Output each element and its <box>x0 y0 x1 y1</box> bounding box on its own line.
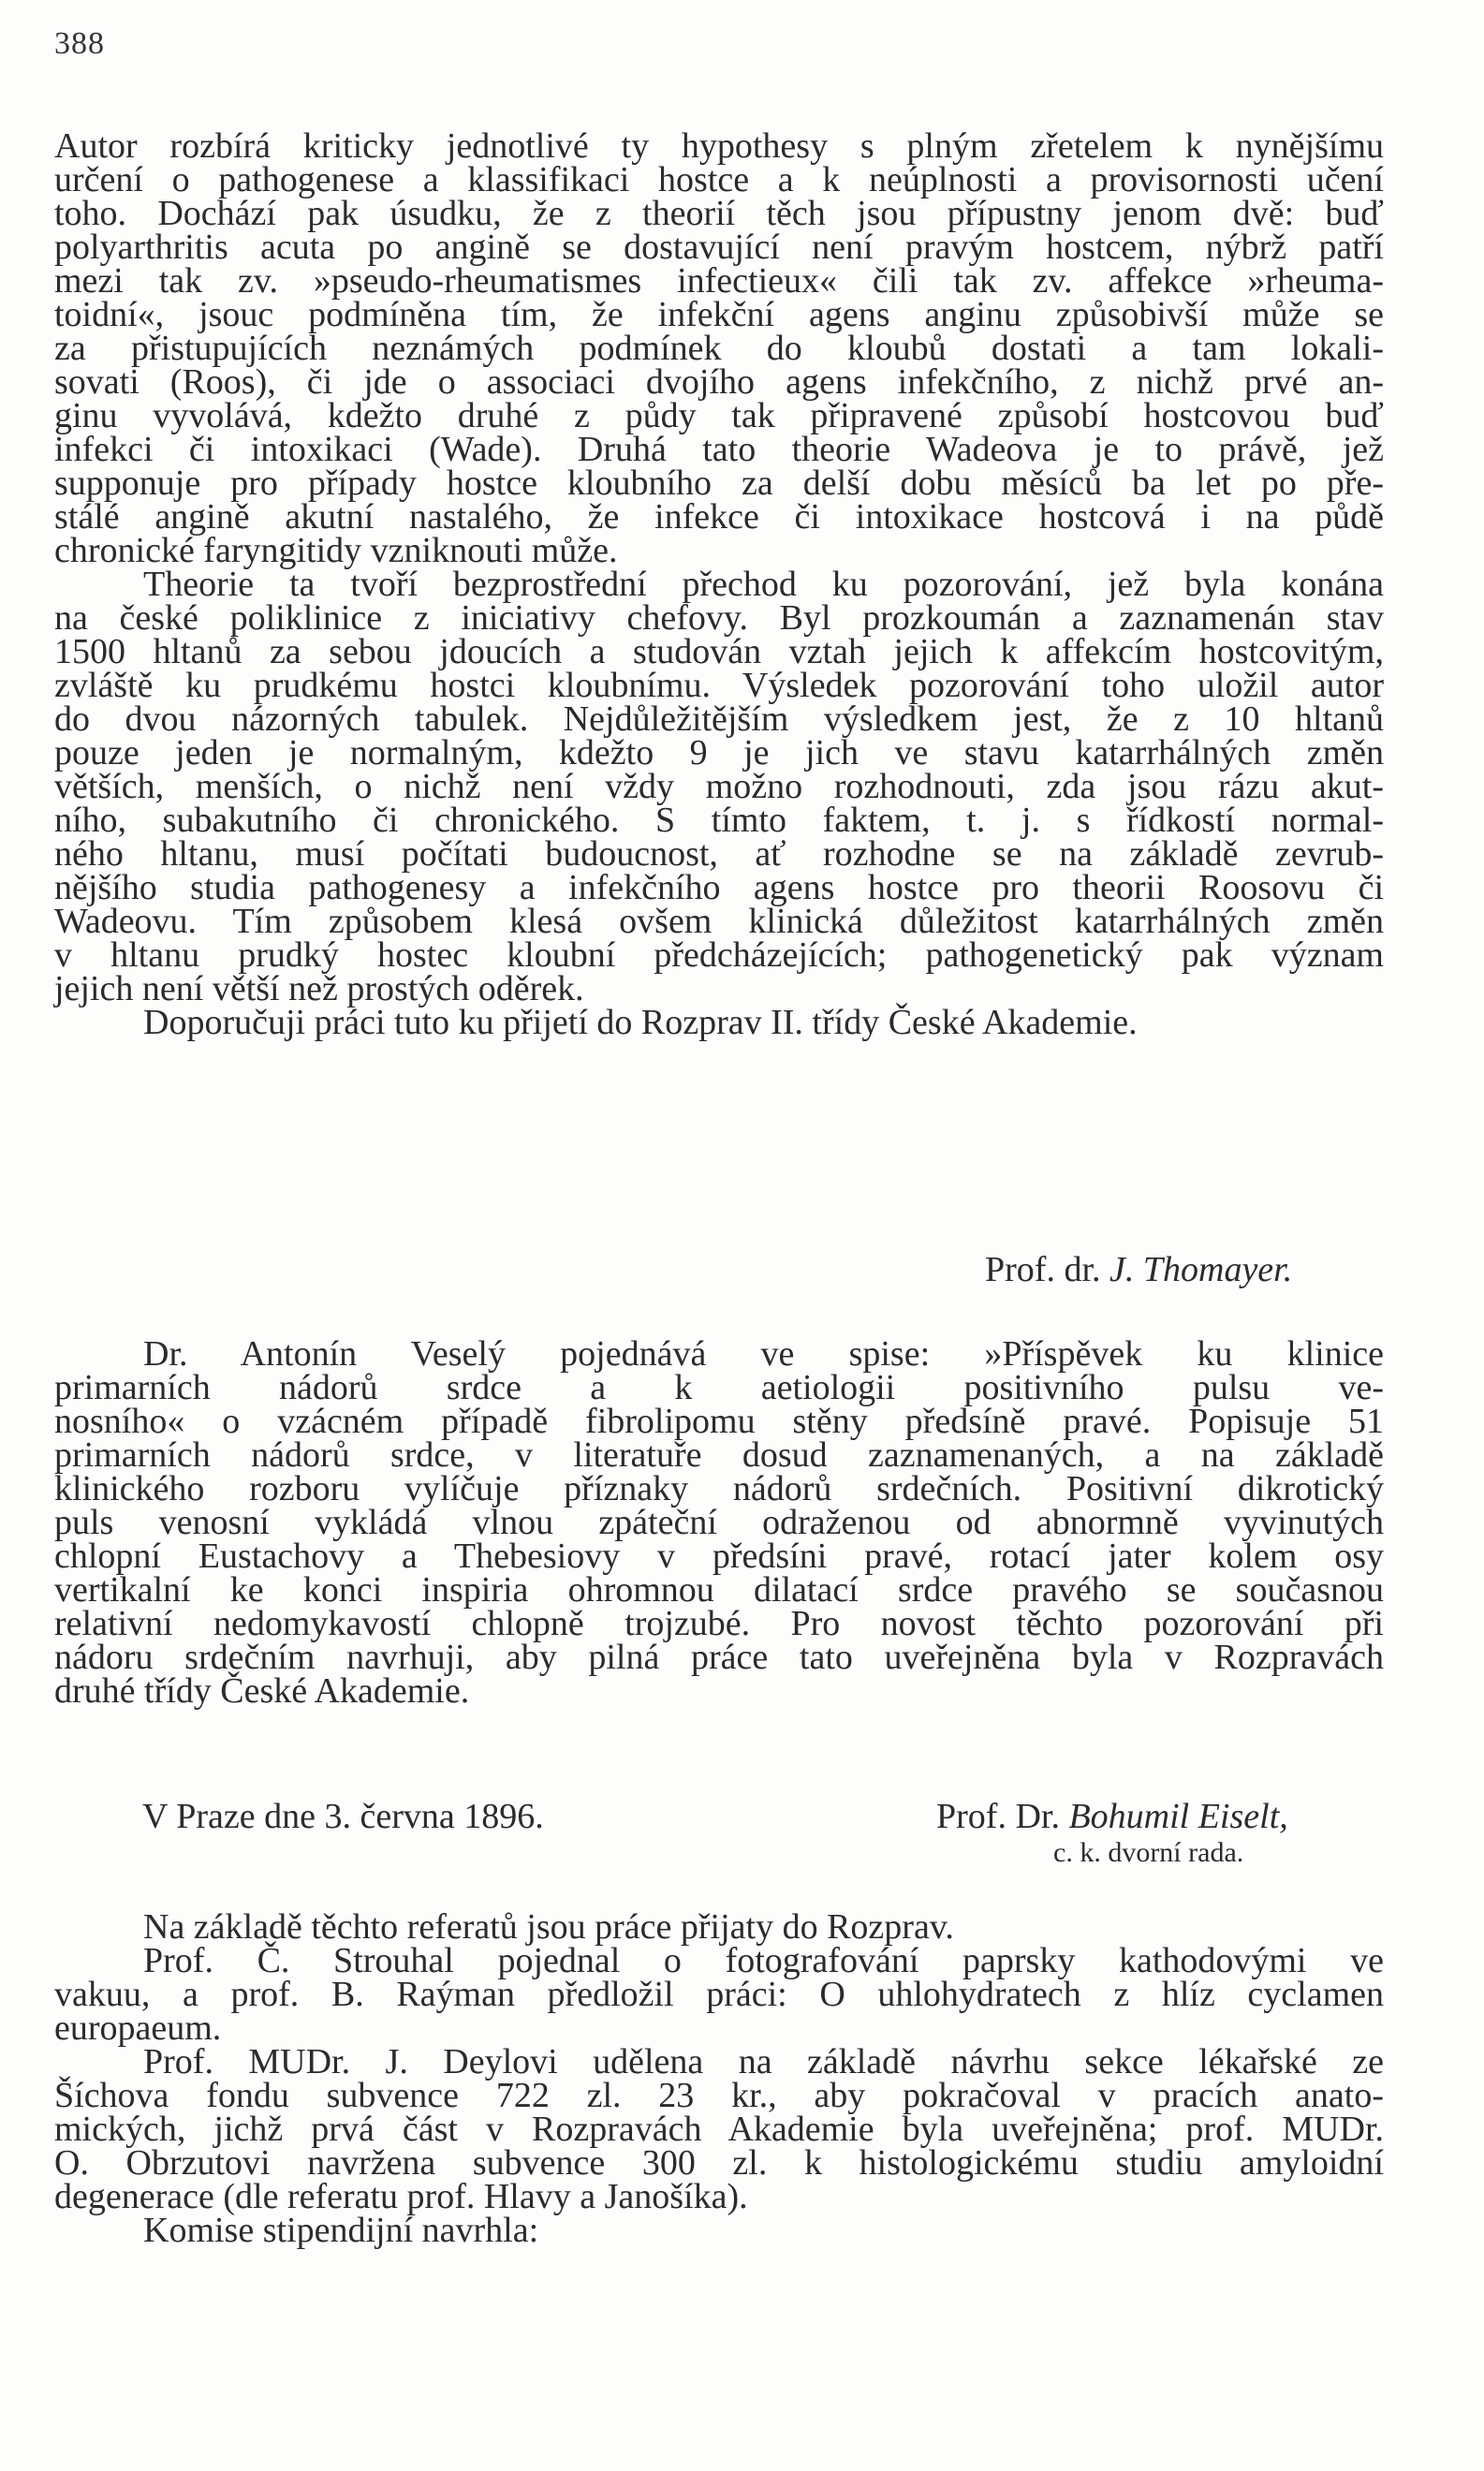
text-line: polyarthritis acuta po angině se dostavující není pravým hostcem, nýbrž patří <box>54 228 1384 267</box>
text-line: ného hltanu, musí počítati budoucnost, ať rozhodne se na základě zevrub- <box>54 834 1384 874</box>
text-line: za přistupujících neznámých podmínek do kloubů dostati a tam lokali- <box>54 329 1384 368</box>
text-line: infekci či intoxikaci (Wade). Druhá tato theorie Wadeova je to právě, jež <box>54 430 1384 469</box>
text-line: zvláště ku prudkému hostci kloubnímu. Výsledek pozorování toho uložil autor <box>54 666 1384 705</box>
text-line: O. Obrzutovi navržena subvence 300 zl. k histologickému studiu amyloidní <box>54 2143 1384 2183</box>
text-line: puls venosní vykládá vlnou zpáteční odraženou od abnormně vyvinutých <box>54 1503 1384 1542</box>
text-line: Doporučuji práci tuto ku přijetí do Rozprav II. třídy České Akademie. <box>143 1003 1138 1042</box>
text-line: do dvou názorných tabulek. Nejdůležitějším výsledkem jest, že z 10 hltanů <box>54 699 1384 739</box>
report-thomayer <box>54 126 1384 1042</box>
text-line: pouze jeden je normalným, kdežto 9 je jich ve stavu katarrhálných změn <box>54 733 1384 772</box>
text-line: mezi tak zv. »pseudo-rheumatismes infectieux« čili tak zv. affekce »rheuma- <box>54 261 1384 301</box>
signature-title: Prof. dr. <box>985 1250 1101 1289</box>
report-eiselt <box>54 1334 1384 1711</box>
text-line: Prof. MUDr. J. Deylovi udělena na základě návrhu sekce lékařské ze <box>143 2042 1384 2081</box>
text-line: primarních nádorů srdce, v literatuře dosud zaznamenaných, a na základě <box>54 1435 1384 1475</box>
text-line: Theorie ta tvoří bezprostřední přechod ku pozorování, jež byla konána <box>143 565 1384 604</box>
text-line: jejich není větší než prostých oděrek. <box>54 969 584 1008</box>
text-line: vertikalní ke konci inspiria ohromnou dilatací srdce pravého se současnou <box>54 1570 1384 1610</box>
text-line: relativní nedomykavostí chlopně trojzubé. Pro novost těchto pozorování při <box>54 1604 1384 1643</box>
text-line: 1500 hltanů za sebou jdoucích a studován vztah jejich k affekcím hostcovitým, <box>54 632 1384 671</box>
text-line: klinického rozboru vylíčuje příznaky nádorů srdečních. Positivní dikrotický <box>54 1469 1384 1508</box>
text-line: na české poliklinice z iniciativy chefovy. Byl prozkoumán a zaznamenán stav <box>54 598 1384 638</box>
text-line: Prof. Č. Strouhal pojednal o fotografování paprsky kathodovými ve <box>143 1941 1384 1980</box>
text-line: Šíchova fondu subvence 722 zl. 23 kr., aby pokračoval v pracích anato- <box>54 2076 1384 2115</box>
text-line: europaeum. <box>54 2008 222 2048</box>
text-line: primarních nádorů srdce a k aetiologii positivního pulsu ve- <box>54 1368 1384 1407</box>
text-line: toidní«, jsouc podmíněna tím, že infekční agens anginu způsobivší může se <box>54 295 1384 334</box>
text-line: Na základě těchto referatů jsou práce přijaty do Rozprav. <box>143 1907 954 1947</box>
text-line: toho. Dochází pak úsudku, že z theorií těch jsou přípustny jenom dvě: buď <box>54 194 1384 233</box>
text-line: degenerace (dle referatu prof. Hlavy a Janošíka). <box>54 2177 748 2216</box>
signature-name: Bohumil Eiselt, <box>1068 1797 1288 1836</box>
signature-eiselt <box>936 1796 1288 1837</box>
place-date: V Praze dne 3. června 1896. <box>142 1797 544 1836</box>
signature-thomayer <box>985 1249 1292 1290</box>
text-line: chlopní Eustachovy a Thebesiovy v předsíni pravé, rotací jater kolem osy <box>54 1537 1384 1576</box>
text-line: mických, jichž prvá část v Rozpravách Akademie byla uveřejněna; prof. MUDr. <box>54 2110 1384 2149</box>
text-line: v hltanu prudký hostec kloubní předcházejících; pathogenetický pak význam <box>54 935 1384 975</box>
text-line: stálé angině akutní nastalého, že infekce či intoxikace hostcová i na půdě <box>54 497 1384 537</box>
text-line: Autor rozbírá kriticky jednotlivé ty hypothesy s plným zřetelem k nynějšímu <box>54 126 1384 166</box>
text-line: určení o pathogenese a klassifikaci hostce a k neúplnosti a provisornosti učení <box>54 160 1384 199</box>
text-line: Wadeovu. Tím způsobem klesá ovšem klinická důležitost katarrhálných změn <box>54 902 1384 941</box>
text-line: Komise stipendijní navrhla: <box>143 2211 539 2250</box>
closing-section <box>54 1907 1384 2250</box>
text-line: vakuu, a prof. B. Raýman předložil práci: O uhlohydratech z hlíz cyclamen <box>54 1975 1384 2014</box>
text-line: sovati (Roos), či jde o associaci dvojího agens infekčního, z nichž prvé an- <box>54 362 1384 402</box>
signature-rank: c. k. dvorní rada. <box>1053 1837 1244 1868</box>
signature-name: J. Thomayer. <box>1109 1250 1293 1289</box>
text-line: druhé třídy České Akademie. <box>54 1671 470 1711</box>
text-line: nádoru srdečním navrhuji, aby pilná práce tato uveřejněna byla v Rozpravách <box>54 1638 1384 1677</box>
text-line: ginu vyvolává, kdežto druhé z půdy tak připravené způsobí hostcovou buď <box>54 396 1384 435</box>
text-line: chronické faryngitidy vzniknouti může. <box>54 531 618 570</box>
text-line: Dr. Antonín Veselý pojednává ve spise: »Příspěvek ku klinice <box>143 1334 1384 1374</box>
text-line: větších, menších, o nichž není vždy možno rozhodnouti, zda jsou rázu akut- <box>54 767 1384 806</box>
text-line: nosního« o vzácném případě fibrolipomu stěny předsíně pravé. Popisuje 51 <box>54 1402 1384 1441</box>
text-line: ního, subakutního či chronického. S tímto faktem, t. j. s řídkostí normal- <box>54 801 1384 840</box>
signature-title: Prof. Dr. <box>936 1797 1060 1836</box>
text-line: nějšího studia pathogenesy a infekčního agens hostce pro theorii Roosovu či <box>54 868 1384 907</box>
page-number: 388 <box>54 26 105 61</box>
text-line: supponuje pro případy hostce kloubního za delší dobu měsíců ba let po pře- <box>54 463 1384 503</box>
